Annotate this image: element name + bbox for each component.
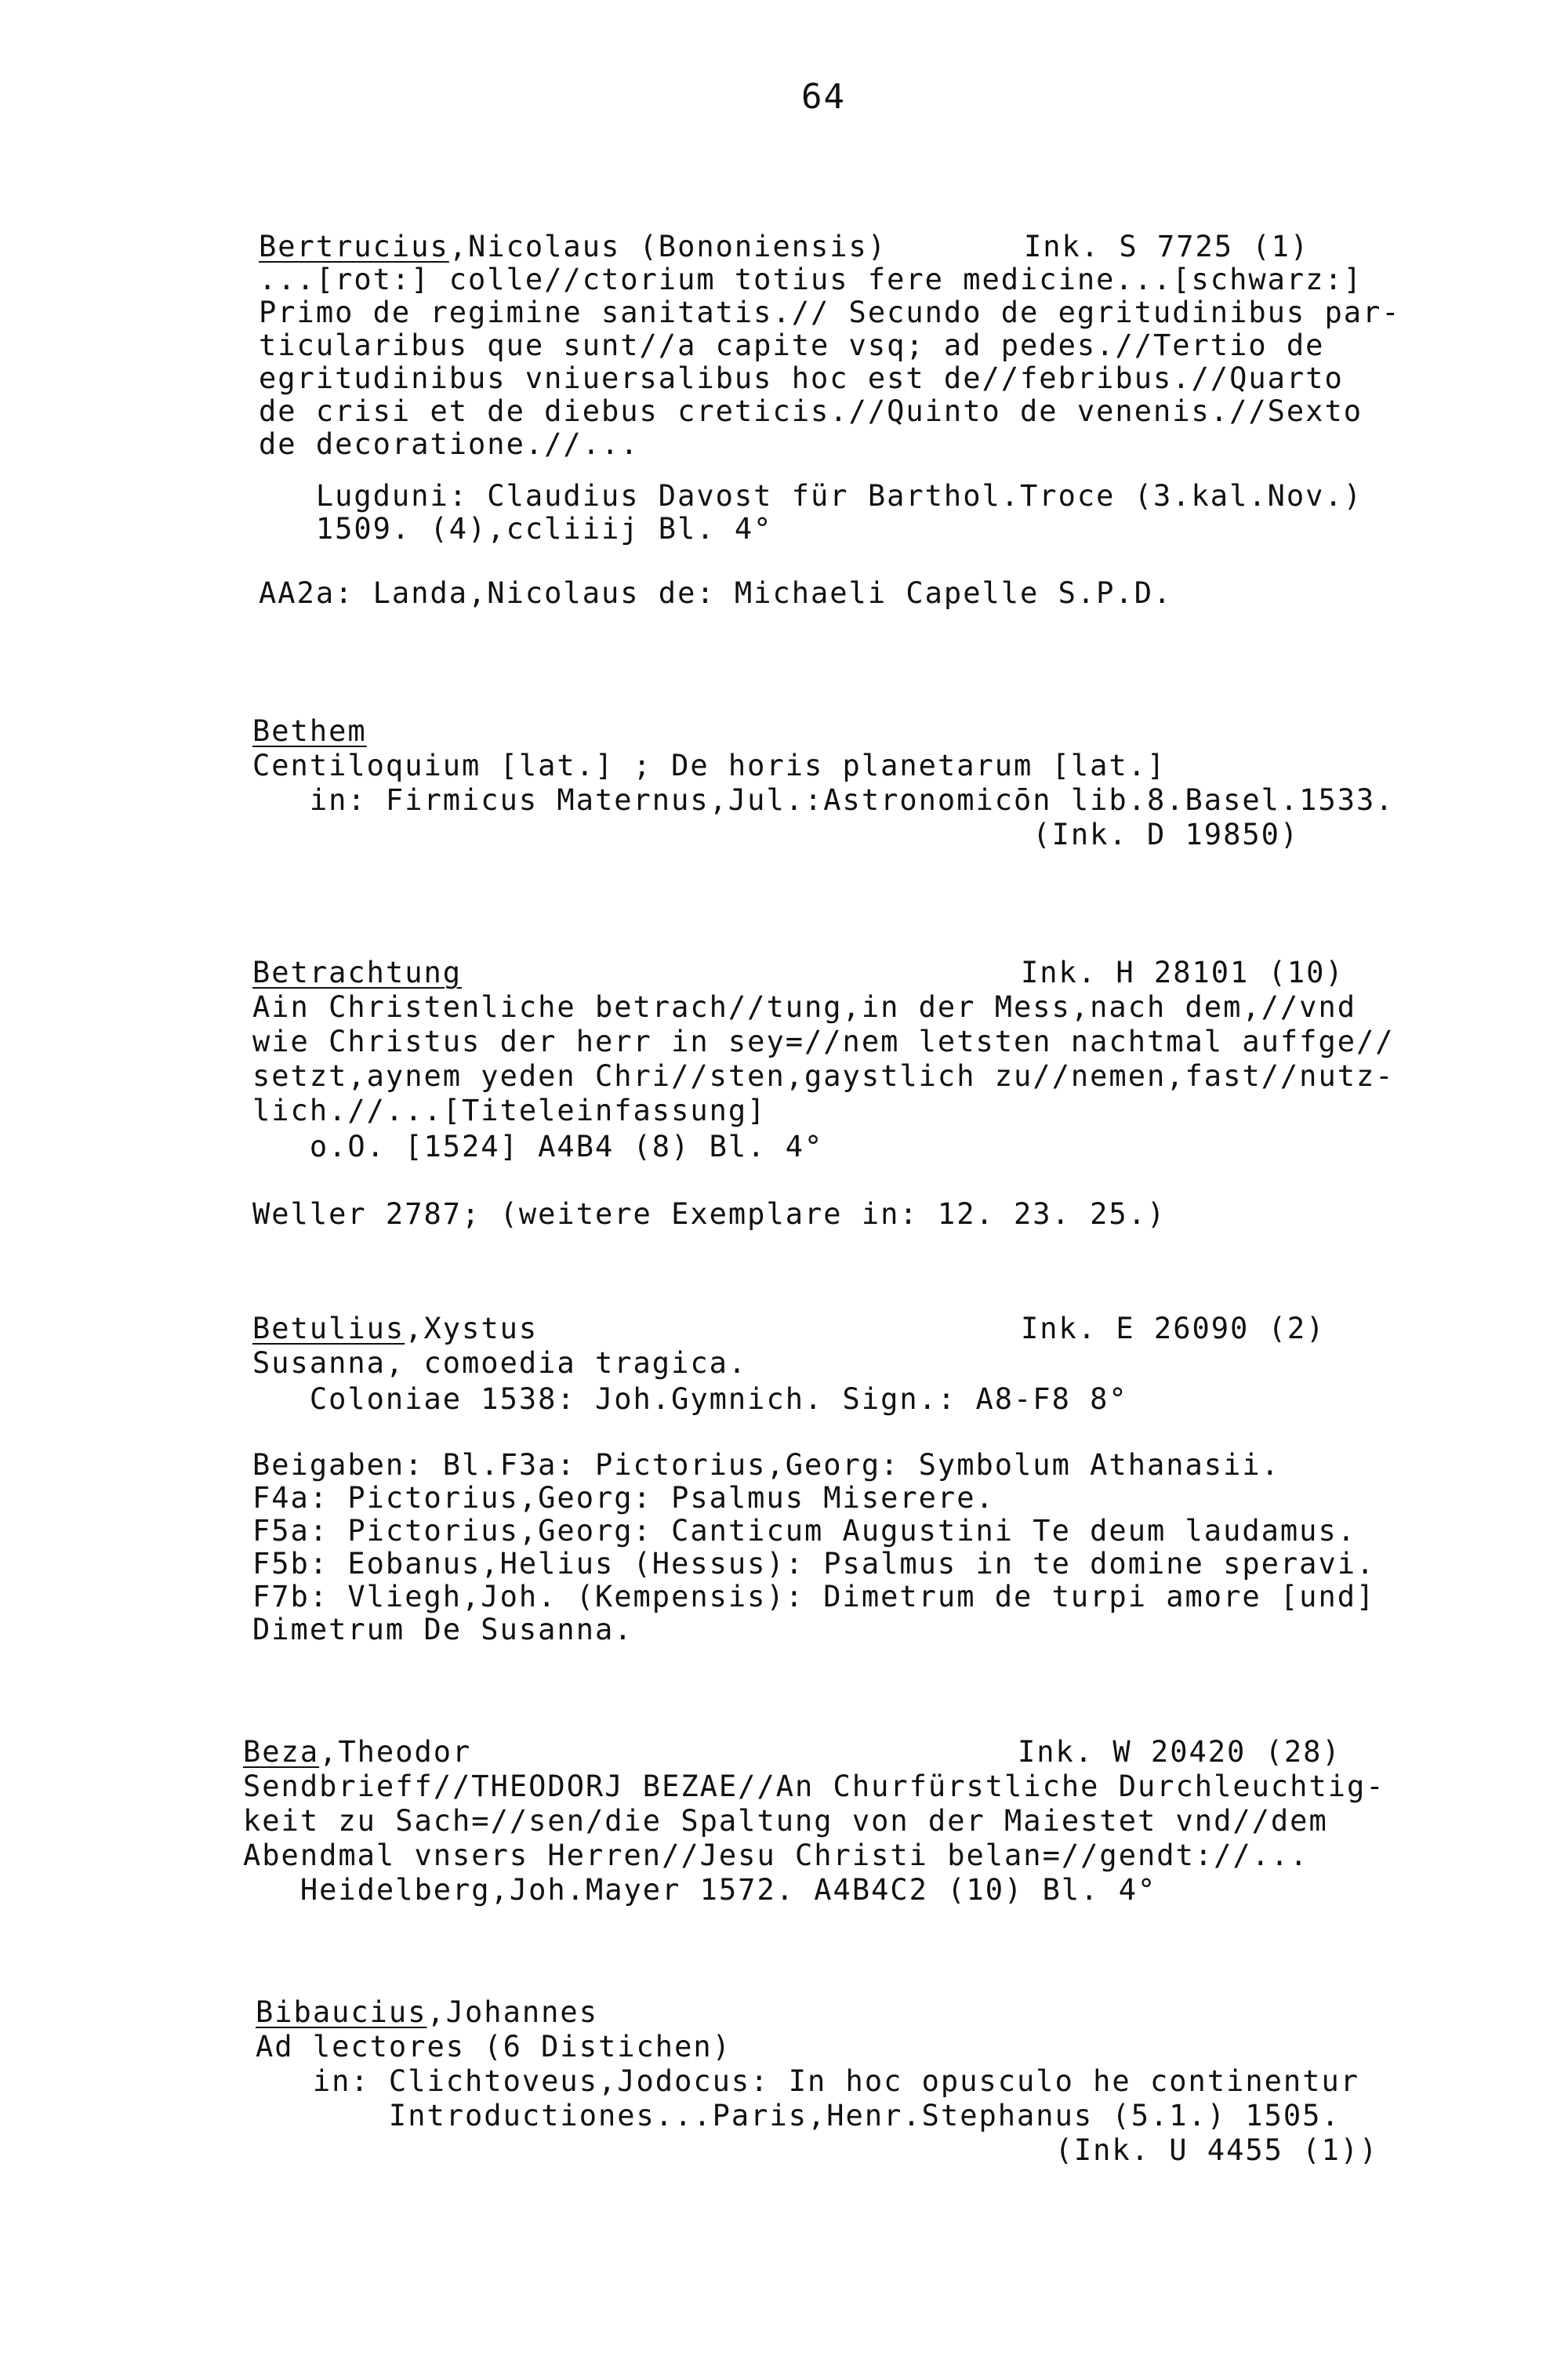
entry-heading-rest: ,Johannes xyxy=(426,1995,598,2029)
entry-line: de decoratione.//... xyxy=(259,427,640,461)
entry-line: wie Christus der herr in sey=//nem letsten nachtmal auffge// xyxy=(252,1025,1395,1058)
entry-heading-rest: ,Xystus xyxy=(405,1312,539,1345)
entry-line: de crisi et de diebus creticis.//Quinto de venenis.//Sexto xyxy=(259,394,1363,428)
entry-heading: Bibaucius xyxy=(256,1995,427,2029)
entry-line: Lugduni: Claudius Davost für Barthol.Troce (3.kal.Nov.) xyxy=(259,479,1363,513)
entry-line: keit zu Sach=//sen/die Spaltung von der Maiestet vnd//dem xyxy=(243,1804,1328,1838)
entry-heading-line xyxy=(243,1735,472,1769)
ink-number: Ink. W 20420 (28) xyxy=(1018,1735,1341,1769)
entry-line: lich.//...[Titeleinfassung] xyxy=(252,1094,767,1127)
entry-heading-line xyxy=(252,958,462,987)
entry-line: Dimetrum De Susanna. xyxy=(252,1613,633,1646)
entry-line: 1509. (4),ccliiij Bl. 4° xyxy=(259,512,773,546)
entry-line: Susanna, comoedia tragica. xyxy=(252,1346,748,1380)
entry-line: Ad lectores (6 Distichen) xyxy=(256,2030,731,2064)
page-number: 64 xyxy=(801,77,846,117)
entry-line: F7b: Vliegh,Joh. (Kempensis): Dimetrum de turpi amore [und] xyxy=(252,1580,1376,1613)
ink-number: Ink. E 26090 (2) xyxy=(1021,1312,1326,1345)
entry-line: o.O. [1524] A4B4 (8) Bl. 4° xyxy=(252,1130,824,1163)
entry-heading-line xyxy=(259,232,887,261)
entry-heading: Bertrucius xyxy=(259,230,449,263)
entry-line: ticularibus que sunt//a capite vsq; ad pedes.//Tertio de xyxy=(259,328,1325,362)
entry-line: Centiloquium [lat.] ; De horis planetarum [lat.] xyxy=(252,749,1167,782)
entry-heading-rest: ,Theodor xyxy=(319,1735,472,1769)
entry-heading-line xyxy=(252,714,367,748)
entry-line: (Ink. D 19850) xyxy=(252,818,1300,851)
entry-line: AA2a: Landa,Nicolaus de: Michaeli Capelle S.P.D. xyxy=(259,576,1173,610)
entry-heading: Beza xyxy=(243,1735,320,1769)
entry-heading-line xyxy=(256,1995,598,2029)
entry-line: Primo de regimine sanitatis.// Secundo de egritudinibus par- xyxy=(259,296,1401,329)
entry-heading: Betulius xyxy=(252,1312,405,1345)
entry-heading-rest: ,Nicolaus (Bononiensis) xyxy=(448,230,887,263)
entry-line: egritudinibus vniuersalibus hoc est de//febribus.//Quarto xyxy=(259,361,1344,395)
entry-heading-line xyxy=(252,1314,538,1343)
entry-line: ...[rot:] colle//ctorium totius fere medicine...[schwarz:] xyxy=(259,263,1363,296)
entry-heading: Betrachtung xyxy=(252,956,463,989)
ink-number: Ink. S 7725 (1) xyxy=(1024,230,1310,263)
entry-line: Ain Christenliche betrach//tung,in der Mess,nach dem,//vnd xyxy=(252,990,1357,1024)
entry-line: F5a: Pictorius,Georg: Canticum Augustini Te deum laudamus. xyxy=(252,1514,1357,1548)
entry-line: F5b: Eobanus,Helius (Hessus): Psalmus in te domine speravi. xyxy=(252,1547,1376,1581)
entry-line: Sendbrieff//THEODORJ BEZAE//An Churfürstliche Durchleuchtig- xyxy=(243,1770,1385,1803)
ink-number: Ink. H 28101 (10) xyxy=(1021,956,1345,989)
entry-line: Coloniae 1538: Joh.Gymnich. Sign.: A8-F8 8° xyxy=(252,1382,1128,1416)
entry-line: (Ink. U 4455 (1)) xyxy=(256,2133,1379,2167)
entry-line: Weller 2787; (weitere Exemplare in: 12. 23. 25.) xyxy=(252,1197,1167,1231)
entry-line: Introductiones...Paris,Henr.Stephanus (5.1.) 1505. xyxy=(256,2099,1341,2133)
entry-line: in: Firmicus Maternus,Jul.:Astronomicōn lib.8.Basel.1533. xyxy=(252,783,1395,817)
entry-heading: Bethem xyxy=(252,714,367,748)
entry-line: Beigaben: Bl.F3a: Pictorius,Georg: Symbolum Athanasii. xyxy=(252,1448,1280,1482)
entry-line: in: Clichtoveus,Jodocus: In hoc opusculo he continentur xyxy=(256,2064,1360,2098)
entry-line: F4a: Pictorius,Georg: Psalmus Miserere. xyxy=(252,1481,995,1515)
entry-line: setzt,aynem yeden Chri//sten,gaystlich zu//nemen,fast//nutz- xyxy=(252,1059,1395,1093)
entry-line: Heidelberg,Joh.Mayer 1572. A4B4C2 (10) Bl. 4° xyxy=(243,1873,1157,1907)
entry-line: Abendmal vnsers Herren//Jesu Christi belan=//gendt://... xyxy=(243,1838,1309,1872)
